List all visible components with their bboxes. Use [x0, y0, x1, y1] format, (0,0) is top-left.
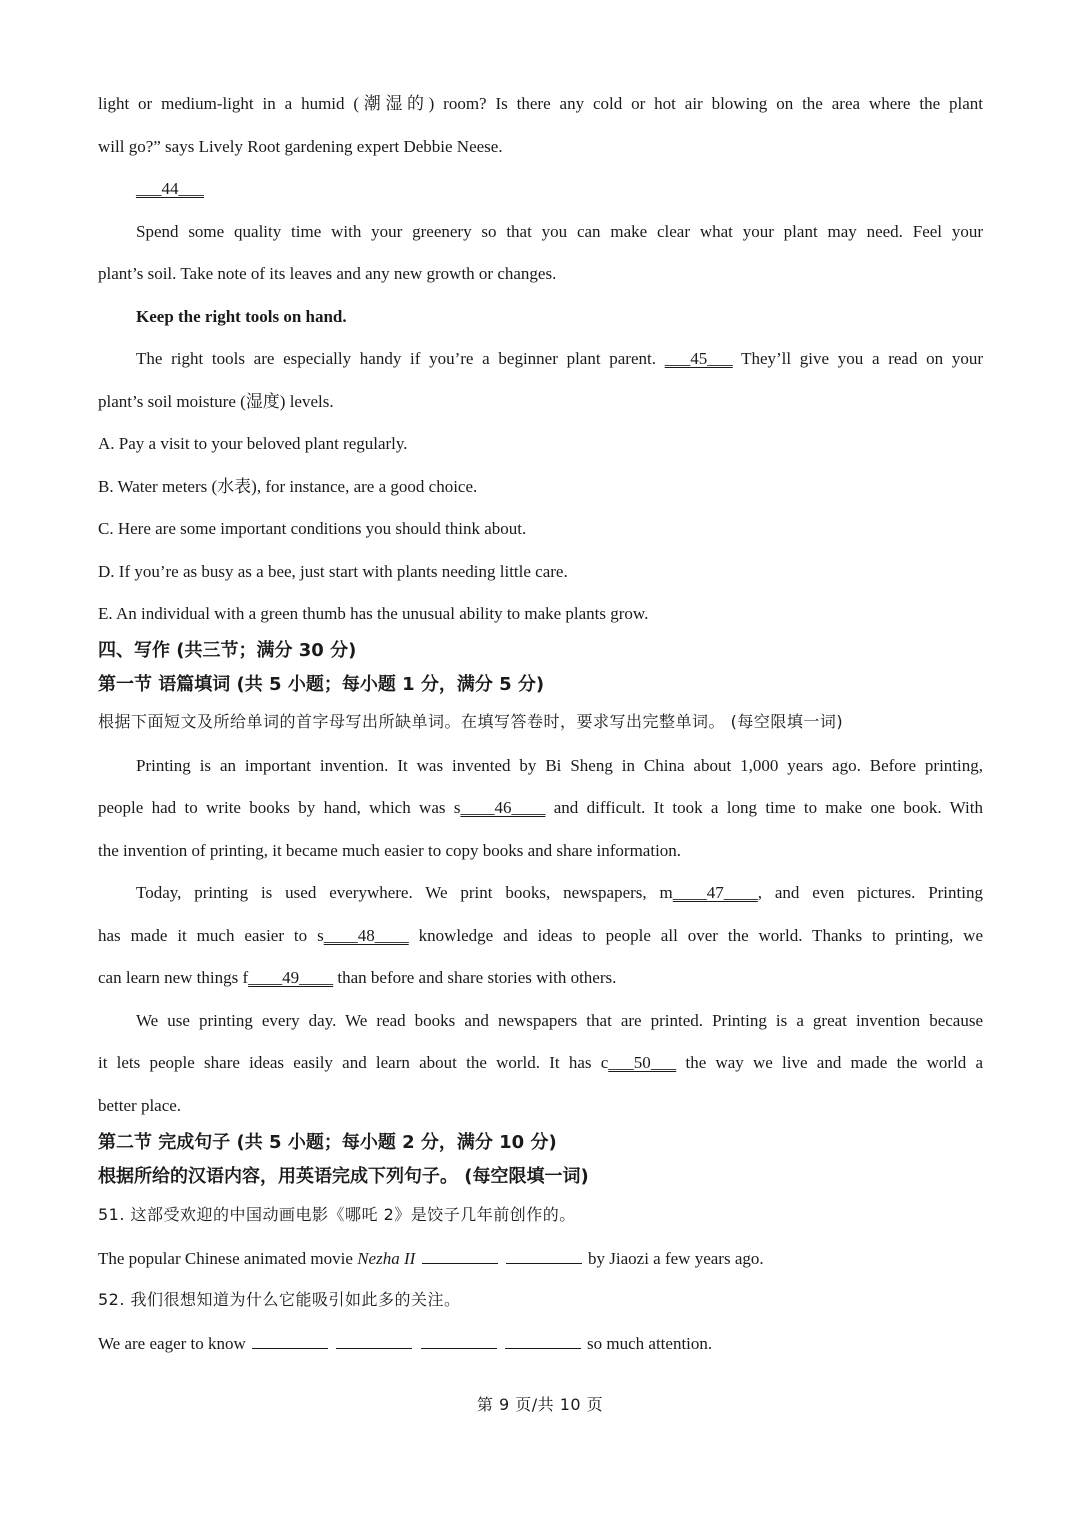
option-c: C. Here are some important conditions you should think about. [98, 519, 527, 538]
passage-line: better place. [98, 1096, 182, 1115]
option-a: A. Pay a visit to your beloved plant regularly. [98, 434, 408, 453]
option-b: B. Water meters (水表), for instance, are a good choice. [98, 477, 478, 496]
passage-line: plant’s soil moisture (湿度) levels. [98, 392, 334, 411]
text-segment: it lets people share ideas easily and learn about the world. It has c___50___ [98, 1053, 676, 1072]
answer-blank[interactable] [252, 1330, 328, 1349]
blank-48: ____48____ [323, 926, 409, 945]
passage-line: will go?” says Lively Root gardening expert Debbie Neese. [98, 137, 503, 156]
passage-line [98, 795, 983, 821]
passage-line [98, 923, 983, 949]
option-e: E. An individual with a green thumb has the unusual ability to make plants grow. [98, 604, 649, 623]
question-51-prompt: 51. 这部受欢迎的中国动画电影《哪吒 2》是饺子几年前创作的。 [98, 1205, 576, 1224]
text-segment: knowledge and ideas to people all over the world. Thanks to printing, we [418, 926, 983, 945]
passage-line: can learn new things f____49____ than before and share stories with others. [98, 965, 983, 991]
answer-blank[interactable] [506, 1245, 582, 1264]
movie-title: Nezha II [357, 1249, 416, 1268]
page-footer: 第 9 页/共 10 页 [476, 1395, 604, 1414]
text-segment: The right tools are especially handy if you’re a beginner plant parent. [136, 349, 656, 368]
part-title: 第一节 语篇填词 (共 5 小题；每小题 1 分，满分 5 分) [98, 674, 545, 695]
passage-line: the invention of printing, it became much easier to copy books and share information. [98, 841, 682, 860]
text-segment: has made it much easier to s____48____ [98, 926, 409, 945]
text-segment: They’ll give you a read on your [741, 349, 984, 368]
section-heading: Keep the right tools on hand. [136, 307, 347, 326]
blank-46: ____46____ [460, 798, 546, 817]
passage-line [136, 880, 983, 906]
passage-line [136, 346, 983, 372]
section-title: 四、写作 (共三节；满分 30 分) [98, 640, 357, 661]
question-51-sentence: The popular Chinese animated movie Nezha II by Jiaozi a few years ago. [98, 1245, 983, 1272]
blank-44 [136, 176, 983, 202]
instructions: 根据所给的汉语内容，用英语完成下列句子。 (每空限填一词) [98, 1166, 589, 1187]
blank-50: ___50___ [608, 1053, 677, 1072]
part-title: 第二节 完成句子 (共 5 小题；每小题 2 分，满分 10 分) [98, 1132, 557, 1153]
question-52-sentence: We are eager to know so much attention. [98, 1330, 983, 1357]
passage-line: light or medium-light in a humid (潮湿的) room? Is there any cold or hot air blowing on the area where the plant [98, 94, 983, 113]
option-d: D. If you’re as busy as a bee, just start with plants needing little care. [98, 562, 568, 581]
blank-45: ___45___ [664, 349, 733, 368]
text-segment: the way we live and made the world a [685, 1053, 983, 1072]
blank-label: ___44___ [136, 179, 204, 198]
text-segment: people had to write books by hand, which was s____46____ [98, 798, 545, 817]
passage-line [98, 1050, 983, 1076]
text-segment: and difficult. It took a long time to make one book. With [553, 798, 983, 817]
passage-line: Printing is an important invention. It was invented by Bi Sheng in China about 1,000 years ago. Before printing, [136, 756, 983, 775]
passage-line: We use printing every day. We read books and newspapers that are printed. Printing is a great invention because [136, 1011, 983, 1030]
answer-blank[interactable] [336, 1330, 412, 1349]
question-52-prompt: 52. 我们很想知道为什么它能吸引如此多的关注。 [98, 1290, 461, 1309]
blank-47: ____47____ [672, 883, 758, 902]
passage-line: plant’s soil. Take note of its leaves and any new growth or changes. [98, 264, 557, 283]
answer-blank[interactable] [505, 1330, 581, 1349]
instructions: 根据下面短文及所给单词的首字母写出所缺单词。在填写答卷时，要求写出完整单词。 (每空限填一词) [98, 712, 844, 731]
passage-line: Spend some quality time with your greenery so that you can make clear what your plant may need. Feel your [136, 222, 983, 241]
text-segment: Today, printing is used everywhere. We print books, newspapers, m____47____, and even pictures. Printing [136, 883, 983, 902]
answer-blank[interactable] [421, 1330, 497, 1349]
blank-49: ____49____ [248, 968, 334, 987]
answer-blank[interactable] [422, 1245, 498, 1264]
